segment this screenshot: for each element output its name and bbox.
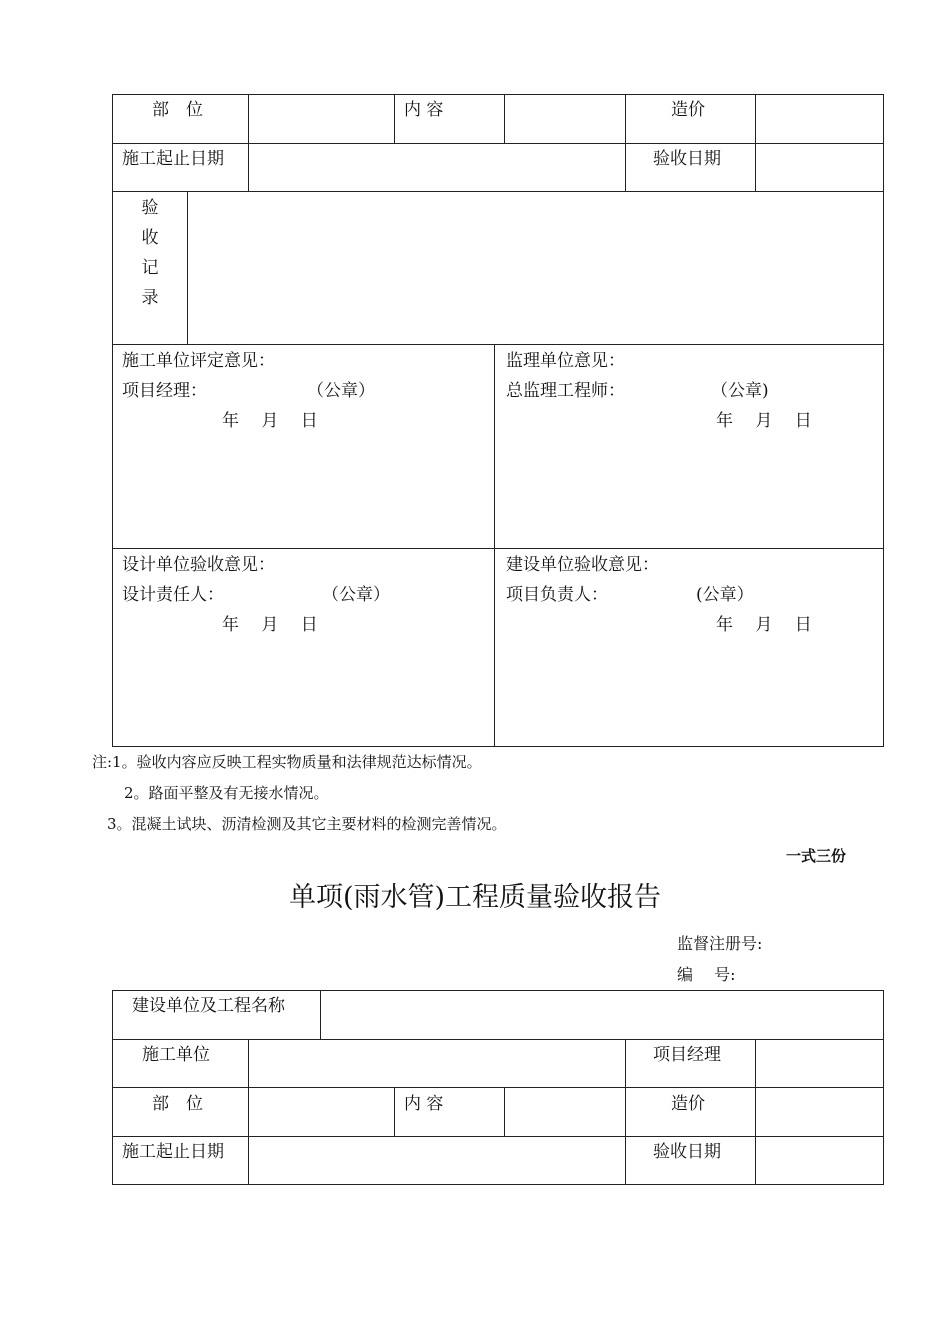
design-date: 年 月 日	[222, 615, 318, 635]
copies-label: 一式三份	[786, 847, 847, 865]
part-label: 部 位	[152, 100, 203, 120]
owner-manager-label: 项目负责人：	[506, 585, 608, 605]
report-title: 单项(雨水管)工程质量验收报告	[288, 882, 662, 913]
acceptance-date-label-2: 验收日期	[653, 1142, 721, 1162]
cost-label: 造价	[671, 100, 705, 120]
supervision-seal: （公章)	[711, 381, 769, 401]
date-range-label: 施工起止日期	[122, 149, 224, 169]
record-label: 验 收 记 录	[141, 198, 159, 308]
note-3: 3。混凝土试块、沥清检测及其它主要材料的检测完善情况。	[107, 815, 507, 833]
cost-label-2: 造价	[671, 1094, 705, 1114]
serial-number-label: 编 号:	[677, 965, 736, 984]
content-label: 内 容	[404, 100, 444, 120]
supervision-date: 年 月 日	[716, 411, 812, 431]
construction-date: 年 月 日	[222, 411, 318, 431]
owner-seal: (公章）	[696, 585, 754, 605]
design-opinion-title: 设计单位验收意见：	[122, 555, 275, 575]
owner-opinion-title: 建设单位验收意见：	[506, 555, 659, 575]
acceptance-date-label: 验收日期	[653, 149, 721, 169]
note-1: 注:1。验收内容应反映工程实物质量和法律规范达标情况。	[92, 753, 482, 771]
design-seal: （公章）	[322, 585, 390, 605]
part-label-2: 部 位	[152, 1094, 203, 1114]
content-label-2: 内 容	[404, 1094, 444, 1114]
design-manager-label: 设计责任人：	[122, 585, 224, 605]
note-2: 2。路面平整及有无接水情况。	[124, 784, 329, 802]
date-range-label-2: 施工起止日期	[122, 1142, 224, 1162]
supervision-manager-label: 总监理工程师：	[506, 381, 625, 401]
registration-number-label: 监督注册号:	[677, 934, 763, 953]
supervision-opinion-title: 监理单位意见：	[506, 351, 625, 371]
project-manager-label: 项目经理	[653, 1045, 721, 1065]
contractor-label: 施工单位	[142, 1045, 210, 1065]
construction-opinion-title: 施工单位评定意见：	[122, 351, 275, 371]
construction-manager-label: 项目经理：	[122, 381, 207, 401]
owner-date: 年 月 日	[716, 615, 812, 635]
construction-seal: （公章）	[307, 381, 375, 401]
owner-project-label: 建设单位及工程名称	[132, 996, 285, 1016]
